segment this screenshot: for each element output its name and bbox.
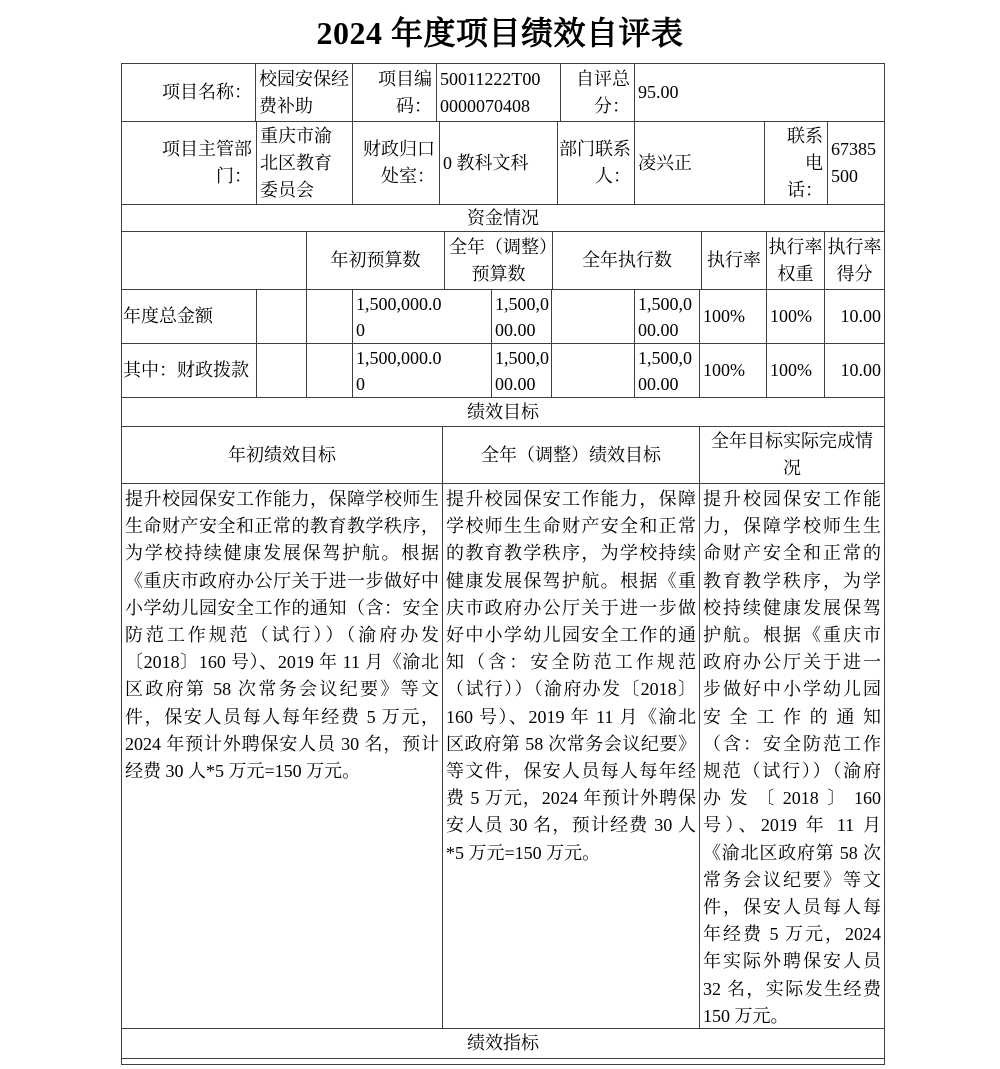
funding-section-row [122, 205, 884, 232]
rate-score-value: 10.00 [840, 306, 881, 326]
dept-value: 重庆市渝北区教育委员会 [257, 122, 353, 204]
funding-header-blank [122, 232, 307, 289]
goals-section-row [122, 398, 884, 427]
funding-header-rate-weight: 执行率权重 [767, 232, 825, 289]
project-code-value: 50011222T000000070408 [437, 64, 561, 121]
funding-header-adjusted-budget: 全年（调整）预算数 [445, 232, 553, 289]
empty-cell [122, 1059, 884, 1064]
rate-weight-value: 100% [767, 344, 825, 397]
funding-header-rate: 执行率 [702, 232, 767, 289]
self-evaluation-table [121, 63, 885, 1065]
phone-label: 联系电话： [765, 122, 828, 204]
goals-header-initial: 年初绩效目标 [122, 427, 443, 483]
project-info-row-2 [122, 122, 884, 205]
funding-header-initial-budget: 年初预算数 [307, 232, 445, 289]
self-score-value: 95.00 [638, 82, 679, 102]
rate-value: 100% [700, 344, 767, 397]
project-code-label: 项目编码： [353, 64, 437, 121]
initial-budget-value: 1,500,000.00 [353, 290, 492, 343]
funding-header-row [122, 232, 884, 290]
project-name-value: 校园安保经费补助 [256, 64, 353, 121]
rate-weight-value: 100% [767, 290, 825, 343]
page-title: 2024 年度项目绩效自评表 [316, 15, 684, 51]
phone-value: 67385500 [831, 139, 876, 186]
funding-row-label: 其中：财政拨款 [122, 344, 257, 397]
indicators-section-row [122, 1029, 884, 1059]
executed-value: 1,500,000.00 [635, 290, 700, 343]
dept-label: 项目主管部门： [122, 122, 257, 204]
project-name-label: 项目名称： [122, 64, 256, 121]
empty-cell [257, 344, 307, 397]
empty-cell [307, 290, 353, 343]
self-score-label: 自评总分： [561, 64, 635, 121]
empty-cell [307, 344, 353, 397]
empty-cell [257, 290, 307, 343]
goals-header-actual: 全年目标实际完成情况 [711, 431, 873, 478]
contact-label: 部门联系人： [558, 122, 635, 204]
fiscal-office-label: 财政归口处室： [353, 122, 440, 204]
goals-section-title: 绩效目标 [467, 401, 539, 422]
rate-value: 100% [700, 290, 767, 343]
adjusted-budget-value: 1,500,000.00 [492, 344, 552, 397]
funding-row-label: 年度总金额 [122, 290, 257, 343]
funding-header-executed: 全年执行数 [553, 232, 702, 289]
funding-section-title: 资金情况 [467, 207, 539, 228]
initial-budget-value: 1,500,000.00 [353, 344, 492, 397]
goals-header-row [122, 427, 884, 484]
funding-header-rate-score: 执行率得分 [827, 236, 882, 284]
contact-value: 凌兴正 [635, 122, 765, 204]
goals-header-adjusted: 全年（调整）绩效目标 [443, 427, 700, 483]
empty-cell [552, 290, 635, 343]
indicators-section-title: 绩效指标 [467, 1033, 539, 1053]
executed-value: 1,500,000.00 [635, 344, 700, 397]
project-info-row-1 [122, 64, 884, 122]
adjusted-goal-text: 提升校园保安工作能力，保障学校师生生命财产安全和正常的教育教学秩序，为学校持续健康发展保驾护航。根据《重庆市政府办公厅关于进一步做好中小学幼儿园安全工作的通知（含：安全防范工作规范（试行））（渝府办发〔2018〕160 号）、2019 年 11 月《渝北区政府第 58 次常务会议纪要》等文件，保安人员每人每年经费 5 万元，2024 年预计外聘保安人员 30 名，预计经费 30 人*5 万元=150 万元。 [443, 484, 700, 1028]
funding-row-total [122, 290, 884, 344]
actual-completion-text: 提升校园保安工作能力，保障学校师生生命财产安全和正常的教育教学秩序，为学校持续健康发展保驾护航。根据《重庆市政府办公厅关于进一步做好中小学幼儿园安全工作的通知（含：安全防范工作规范（试行））（渝府办发〔2018〕160 号）、2019 年 11 月《渝北区政府第 58 次常务会议纪要》等文件，保安人员每人每年经费 5 万元，2024 年实际外聘保安人员 32 名，实际发生经费 150 万元。 [703, 489, 881, 1026]
rate-score-value: 10.00 [840, 360, 881, 380]
partial-row [122, 1059, 884, 1064]
funding-row-fiscal [122, 344, 884, 398]
fiscal-office-value: 0 教科文科 [440, 122, 558, 204]
adjusted-budget-value: 1,500,000.00 [492, 290, 552, 343]
empty-cell [552, 344, 635, 397]
initial-goal-text: 提升校园保安工作能力，保障学校师生生命财产安全和正常的教育教学秩序，为学校持续健康发展保驾护航。根据《重庆市政府办公厅关于进一步做好中小学幼儿园安全工作的通知（含：安全防范工作规范（试行））（渝府办发〔2018〕160 号）、2019 年 11 月《渝北区政府第 58 次常务会议纪要》等文件，保安人员每人每年经费 5 万元，2024 年预计外聘保安人员 30 名，预计经费 30 人*5 万元=150 万元。 [122, 484, 443, 1028]
goals-text-row [122, 484, 884, 1029]
